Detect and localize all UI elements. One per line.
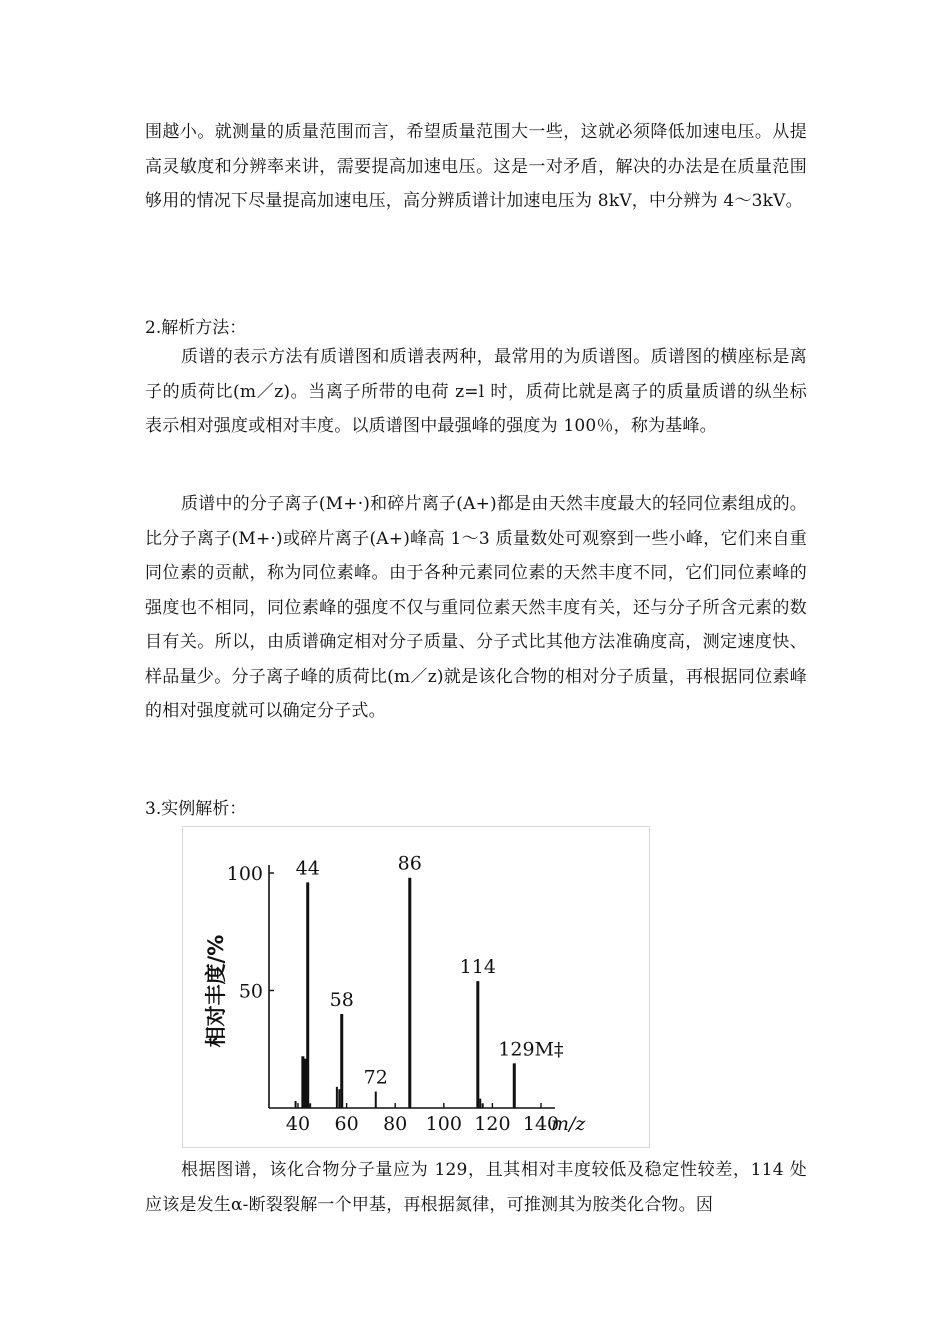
paragraph-example-conclusion: 根据图谱，该化合物分子量应为 129，且其相对丰度较低及稳定性较差，114 处应该是发生α-断裂裂解一个甲基，再根据氮律，可推测其为胺类化合物。因 [145, 1160, 807, 1215]
paragraph-accelerating-voltage: 围越小。就测量的质量范围而言，希望质量范围大一些，这就必须降低加速电压。从提高灵敏度和分辨率来讲，需要提高加速电压。这是一对矛盾，解决的办法是在质量范围够用的情况下尽量提高加速电压，高分辨质谱计加速电压为 8kV，中分辨为 4～3kV。 [145, 122, 807, 211]
x-tick-label: 120 [474, 1113, 511, 1135]
x-tick-label: 80 [383, 1113, 408, 1135]
section-heading-analysis-method: 2.解析方法： [145, 318, 247, 338]
x-tick-label: 60 [334, 1113, 359, 1135]
x-tick-label: 140 [522, 1113, 560, 1135]
chart-labels [204, 853, 586, 1135]
chart-peaks [296, 878, 515, 1108]
mass-spectrum-figure [182, 826, 650, 1148]
paragraph-isotope-peaks: 质谱中的分子离子(M+·)和碎片离子(A+)都是由天然丰度最大的轻同位素组成的。比分子离子(M+·)或碎片离子(A+)峰高 1～3 质量数处可观察到一些小峰，它们来自重同位素的贡献，称为同位素峰。由于各种元素同位素的天然丰度不同，它们同位素峰的强度也不相同，同位素峰的强度不仅与重同位素天然丰度有关，还与分子所含元素的数目有关。所以，由质谱确定相对分子质量、分子式比其他方法准确度高，测定速度快、样品量少。分子离子峰的质荷比(m／z)就是该化合物的相对分子质量，再根据同位素峰的相对强度就可以确定分子式。 [145, 494, 807, 721]
peak-label: 114 [459, 956, 496, 979]
mass-spectrum-chart [183, 827, 649, 1147]
paragraph-spectrum-representation: 质谱的表示方法有质谱图和质谱表两种，最常用的为质谱图。质谱图的横座标是离子的质荷比(m／z)。当离子所带的电荷 z=l 时，质荷比就是离子的质量质谱的纵坐标表示相对强度或相对丰度。以质谱图中最强峰的强度为 100％，称为基峰。 [145, 347, 807, 436]
y-tick-label: 50 [238, 980, 263, 1003]
y-axis-label: 相对丰度/% [204, 934, 228, 1048]
peak-label: 129M‡ [498, 1038, 564, 1061]
x-axis-label: m/z [551, 1113, 586, 1135]
peak-label: 44 [295, 857, 320, 880]
peak-label: 86 [397, 852, 422, 875]
x-tick-label: 40 [285, 1113, 311, 1135]
x-tick-label: 100 [425, 1113, 462, 1135]
peak-label: 58 [329, 989, 354, 1011]
chart-axes [269, 865, 555, 1108]
y-tick-label: 100 [226, 863, 263, 885]
peak-label: 72 [363, 1066, 388, 1089]
section-heading-example-analysis: 3.实例解析： [145, 799, 247, 819]
